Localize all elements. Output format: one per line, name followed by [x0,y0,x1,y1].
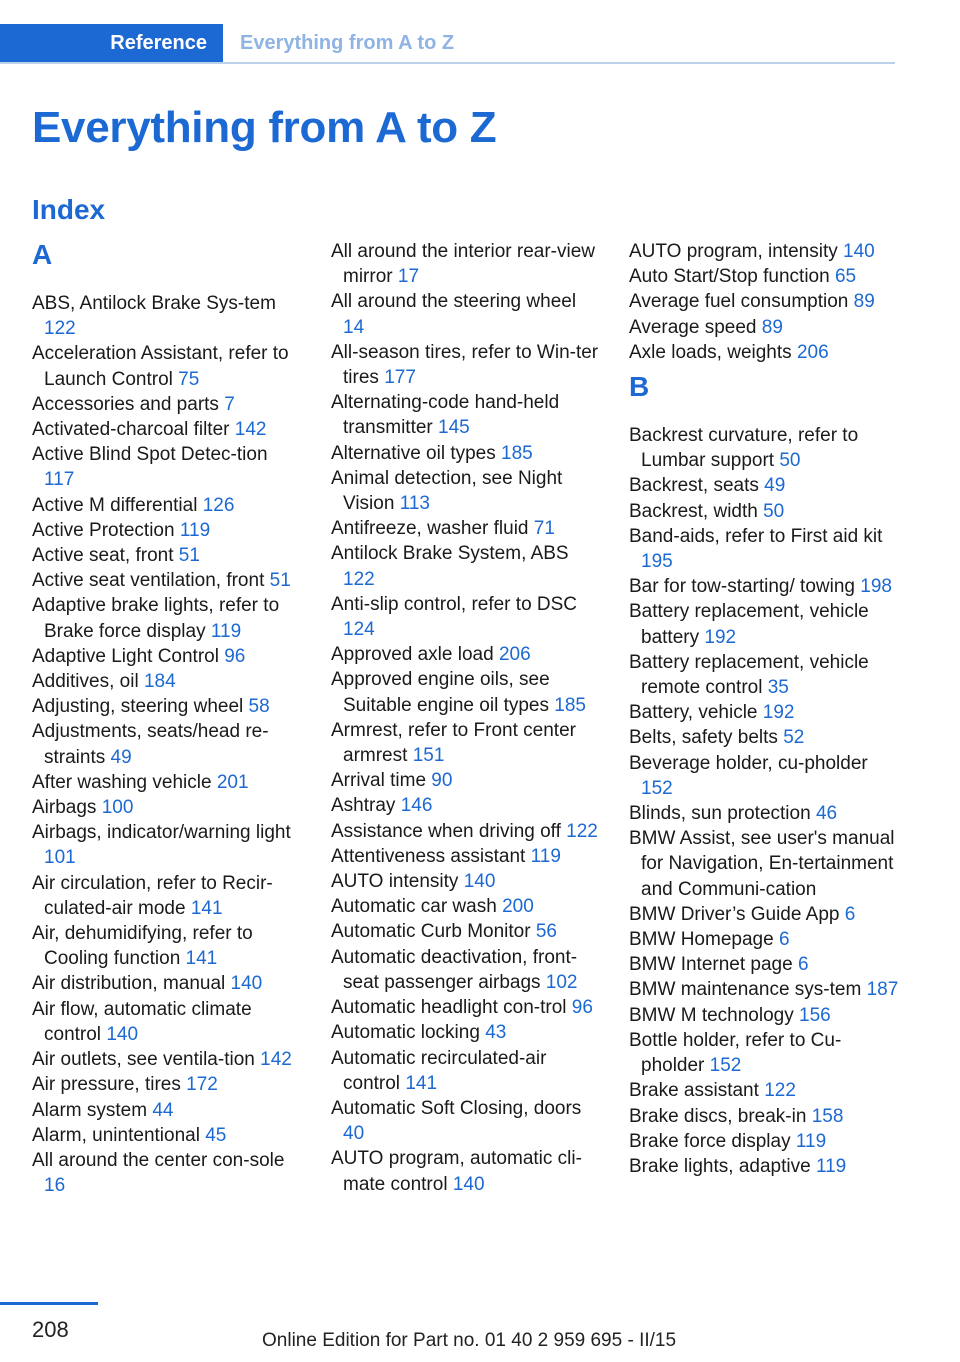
index-entry [331,642,601,667]
page-reference-link[interactable]: 44 [152,1099,174,1121]
index-entry [331,592,601,642]
index-entry-text: Brake assistant [629,1080,759,1102]
index-entry-text: Alternating-code hand-held transmitter [331,392,560,439]
index-entry-text: Automatic Soft Closing, doors [331,1097,582,1119]
index-entry-text: Brake lights, adaptive [629,1155,811,1177]
index-entry [331,995,601,1020]
section-tab-reference[interactable]: Reference [0,24,223,62]
index-entry [32,1047,302,1072]
index-entry-text: Attentiveness assistant [331,845,526,867]
page-reference-link[interactable]: 195 [641,551,673,573]
index-entry-text: Bar for tow-starting/ towing [629,576,855,598]
index-entry-text: All around the center con‐sole [32,1149,285,1171]
page-reference-link[interactable]: 113 [399,493,430,515]
index-entry [32,543,302,568]
page-reference-link[interactable]: 192 [704,626,737,648]
index-entry-text: BMW Driver’s Guide App [629,903,840,925]
index-column-3 [629,239,899,1179]
page-reference-link[interactable]: 122 [343,568,375,590]
index-entry-text: Alarm system [32,1099,148,1121]
index-entry-text: Automatic deactivation, front-seat passenger airbags [331,946,578,993]
page-reference-link[interactable]: 16 [44,1175,66,1197]
index-entry-text: Antilock Brake System, ABS [331,543,569,565]
index-entry [331,793,601,818]
page-reference-link[interactable]: 177 [384,367,416,389]
index-entry [32,795,302,820]
index-entry-text: Automatic Curb Monitor [331,921,531,943]
index-entry-text: Automatic headlight con‐trol [331,997,567,1019]
page-number: 208 [32,1317,69,1342]
page-reference-link[interactable]: 17 [397,266,420,288]
index-entry [331,844,601,869]
index-entry-text: Automatic recirculated-air control [331,1047,547,1094]
index-entry-text: Antifreeze, washer fluid [331,518,529,540]
page-reference-link[interactable]: 100 [101,797,134,819]
index-entry [331,239,601,289]
page-reference-link[interactable]: 126 [202,494,235,516]
page-reference-link[interactable]: 141 [190,897,223,919]
index-entry-text: Air flow, automatic climate control [32,998,252,1045]
index-entry-text: BMW Assist, see user's manual for Navigation, En‐tertainment and Communi‐cation [629,828,895,900]
index-entry [32,820,302,870]
page-reference-link[interactable]: 140 [843,241,875,262]
index-entry-text: Backrest curvature, refer to Lumbar support [629,425,859,472]
page-reference-link[interactable]: 101 [44,847,76,869]
index-entry-text: AUTO intensity [331,871,459,893]
index-entry [629,801,899,826]
index-entry [32,694,302,719]
index-entry [32,1072,302,1097]
page-reference-link[interactable]: 45 [205,1124,227,1146]
index-entry [629,264,899,289]
index-entry [331,819,601,844]
index-entry [32,392,302,417]
index-entry [629,524,899,574]
index-entry-text: Active seat, front [32,545,174,567]
index-entry-text: Alternative oil types [331,442,496,464]
page-reference-link[interactable]: 142 [260,1049,292,1071]
page-reference-link[interactable]: 172 [186,1074,218,1096]
index-entry-text: Additives, oil [32,671,139,693]
page-reference-link[interactable]: 35 [767,677,789,699]
page-reference-link[interactable]: 152 [641,777,673,799]
index-entry-text: AUTO program, automatic cli‐mate control [331,1148,582,1195]
index-heading: Index [32,194,106,225]
page-reference-link[interactable]: 200 [502,896,534,918]
page-reference-link[interactable]: 119 [795,1130,827,1152]
index-entry-text: Accessories and parts [32,393,219,415]
index-entry [331,919,601,944]
page-reference-link[interactable]: 56 [535,921,557,943]
index-entry [331,390,601,440]
index-entry-text: Battery replacement, vehicle battery [629,601,869,648]
page-reference-link[interactable]: 71 [533,518,555,540]
index-entry-text: Belts, safety belts [629,727,778,749]
index-entry [629,599,899,649]
page-reference-link[interactable]: 52 [783,727,805,749]
page-reference-link[interactable]: 140 [106,1023,139,1045]
index-column-2 [331,239,601,1197]
page-reference-link[interactable]: 119 [530,845,561,867]
index-entry-text: Air distribution, manual [32,973,226,995]
index-entry-text: All around the steering wheel [331,291,577,313]
page-reference-link[interactable]: 46 [815,803,838,825]
index-entry [32,871,302,921]
index-entry-text: Acceleration Assistant, refer to Launch Control [32,343,289,390]
page-reference-link[interactable]: 146 [400,795,433,817]
page-reference-link[interactable]: 50 [779,450,801,472]
index-entry-text: Automatic car wash [331,896,497,918]
page-reference-link[interactable]: 122 [44,318,76,340]
index-entry-text: Backrest, width [629,500,758,522]
index-entry [629,751,899,801]
index-entry-text: Approved axle load [331,644,494,666]
index-entry [331,869,601,894]
page-reference-link[interactable]: 206 [796,341,829,363]
index-entry [629,826,899,902]
index-entry [629,977,899,1002]
index-entry-text: Armrest, refer to Front center armrest [331,719,576,767]
index-entry [629,952,899,977]
index-entry-text: Average fuel consumption [629,291,849,313]
page-reference-link[interactable]: 51 [269,570,291,592]
index-entry [32,921,302,971]
index-entry-text: Alarm, unintentional [32,1124,200,1146]
index-entry-text: BMW Internet page [629,954,793,976]
index-entry-text: Air outlets, see ventila‐tion [32,1049,255,1071]
index-entry [32,997,302,1047]
index-entry [629,1129,899,1154]
page-reference-link[interactable]: 50 [763,500,785,522]
index-column-1 [32,239,302,1198]
index-entry [629,289,899,314]
index-entry-text: Axle loads, weights [629,341,792,363]
page-reference-link[interactable]: 6 [797,954,809,976]
page-reference-link[interactable]: 151 [412,745,445,767]
page-reference-link[interactable]: 49 [764,475,786,497]
index-entry [32,417,302,442]
index-entry-text: Active Protection [32,519,175,541]
index-entry-text: ABS, Antilock Brake Sys‐tem [32,293,276,314]
index-entry [331,541,601,591]
index-entry [331,1046,601,1096]
page-reference-link[interactable]: 187 [866,979,899,1001]
index-entry [331,1096,601,1146]
index-entry-text: Adjustments, seats/head re‐straints [32,721,269,768]
page-reference-link[interactable]: 75 [178,368,200,390]
index-entry-text: Battery replacement, vehicle remote control [629,651,869,699]
page-reference-link[interactable]: 198 [860,576,892,598]
page-reference-link[interactable]: 102 [545,971,578,993]
page-reference-link[interactable]: 89 [853,291,875,313]
page-reference-link[interactable]: 185 [501,442,533,464]
running-header [0,24,895,64]
index-entry-text: Air, dehumidifying, refer to Cooling function [32,923,253,970]
page-reference-link[interactable]: 185 [554,694,586,716]
index-entry-text: Adaptive Light Control [32,645,219,667]
index-entry [629,1028,899,1078]
index-entry [629,650,899,700]
index-entry-text: All around the interior rear‐view mirror [331,241,596,288]
page-reference-link[interactable]: 6 [778,929,790,951]
index-entry [331,1146,601,1196]
index-entry [629,725,899,750]
index-entry-text: Automatic locking [331,1022,480,1044]
page-reference-link[interactable]: 65 [834,266,857,288]
page-reference-link[interactable]: 140 [452,1173,485,1195]
page-reference-link[interactable]: 124 [343,619,375,641]
index-entry-text: Average speed [629,316,757,338]
index-entry [629,1154,899,1179]
index-entry [32,442,302,492]
page-reference-link[interactable]: 141 [185,948,218,970]
index-entry-text: BMW Homepage [629,929,774,951]
index-entry [331,340,601,390]
index-entry [331,466,601,516]
index-entry-text: Blinds, sun protection [629,803,811,825]
index-entry [629,927,899,952]
index-entry-text: AUTO program, intensity [629,241,838,262]
index-entry [629,239,899,264]
page-reference-link[interactable]: 145 [438,417,470,439]
page-reference-link[interactable]: 117 [44,469,75,491]
index-entry [32,719,302,769]
index-entry-text: Brake discs, break-in [629,1105,807,1127]
page-reference-link[interactable]: 7 [224,393,235,415]
page-reference-link[interactable]: 184 [143,671,176,693]
index-entry [32,341,302,391]
index-entry-text: Auto Start/Stop function [629,266,830,288]
page-reference-link[interactable]: 40 [343,1123,365,1145]
index-entry [331,945,601,995]
index-entry-text: Airbags, indicator/warning light [32,822,291,844]
page-reference-link[interactable]: 152 [709,1055,742,1077]
index-entry [331,289,601,339]
index-letter-heading: A [32,239,53,270]
index-entry-text: Beverage holder, cu‐pholder [629,752,868,774]
index-entry [629,473,899,498]
footer-accent-line [0,1302,98,1305]
page-reference-link[interactable]: 49 [110,746,132,768]
index-entry [629,1104,899,1129]
index-entry [32,669,302,694]
index-entry-text: Active seat ventilation, front [32,570,265,592]
page-reference-link[interactable]: 96 [224,645,246,667]
index-entry [331,516,601,541]
index-entry [629,1003,899,1028]
page-reference-link[interactable]: 58 [248,696,270,718]
index-entry [32,493,302,518]
index-entry-text: Air circulation, refer to Recir‐culated-air mode [32,872,273,919]
index-entry-text: Active Blind Spot Detec‐tion [32,444,268,466]
page-reference-link[interactable]: 140 [230,973,263,995]
index-entry [32,291,302,341]
page-reference-link[interactable]: 43 [485,1022,507,1044]
index-entry [32,1098,302,1123]
page-reference-link[interactable]: 122 [764,1080,796,1102]
index-entry-text: BMW maintenance sys‐tem [629,979,862,1001]
index-entry-text: Airbags [32,797,97,819]
index-entry-text: Animal detection, see Night Vision [331,467,563,515]
page-reference-link[interactable]: 89 [761,316,783,338]
index-entry [32,593,302,643]
index-entry [629,902,899,927]
index-entry-text: Assistance when driving off [331,820,561,842]
index-entry [32,644,302,669]
index-entry-text: BMW M technology [629,1004,794,1026]
edition-note: Online Edition for Part no. 01 40 2 959 695 - II/15 [262,1330,677,1351]
page-reference-link[interactable]: 140 [463,871,496,893]
index-entry-text: Active M differential [32,494,198,516]
page-title: Everything from A to Z [32,103,497,152]
page-reference-link[interactable]: 14 [343,316,365,338]
page-reference-link[interactable]: 201 [216,771,249,793]
page-reference-link[interactable]: 119 [179,519,211,541]
page-reference-link[interactable]: 158 [811,1105,844,1127]
index-entry-text: Arrival time [331,770,427,792]
index-entry-text: Band-aids, refer to First aid kit [629,525,883,547]
page-reference-link[interactable]: 192 [762,702,795,724]
page-reference-link[interactable]: 122 [566,820,598,842]
index-entry [331,894,601,919]
index-entry [629,423,899,473]
index-entry-text: Approved engine oils, see Suitable engine oil types [331,669,550,716]
index-entry [32,770,302,795]
page-reference-link[interactable]: 96 [571,997,593,1019]
page-reference-link[interactable]: 6 [844,903,856,925]
index-entry [331,718,601,768]
index-entry-text: Air pressure, tires [32,1074,181,1096]
index-entry-text: Anti-slip control, refer to DSC [331,593,578,615]
page-reference-link[interactable]: 206 [498,644,531,666]
index-entry [629,700,899,725]
index-entry-text: Adaptive brake lights, refer to Brake force display [32,595,280,642]
index-entry [629,315,899,340]
page-reference-link[interactable]: 141 [405,1072,438,1094]
index-entry [331,441,601,466]
index-entry [32,971,302,996]
index-entry-text: Ashtray [331,795,396,817]
index-entry [331,768,601,793]
index-entry [32,1123,302,1148]
page-reference-link[interactable]: 156 [799,1004,831,1026]
page-reference-link[interactable]: 119 [815,1155,847,1177]
index-entry-text: Battery, vehicle [629,702,758,724]
index-entry [32,568,302,593]
index-entry-text: All-season tires, refer to Win‐ter tires [331,341,599,389]
index-entry [629,340,899,365]
current-section-label: Everything from A to Z [240,31,455,54]
index-entry-text: After washing vehicle [32,771,212,793]
index-entry-text: Brake force display [629,1130,791,1152]
index-entry-text: Activated-charcoal filter [32,419,230,441]
index-entry [629,574,899,599]
index-entry [629,499,899,524]
index-entry [32,518,302,543]
page-reference-link[interactable]: 51 [178,545,200,567]
index-entry-text: Backrest, seats [629,475,759,497]
index-entry [629,1078,899,1103]
index-entry [331,667,601,717]
page-reference-link[interactable]: 119 [210,620,242,642]
index-entry-text: Bottle holder, refer to Cu‐pholder [629,1029,842,1077]
index-entry-text: Adjusting, steering wheel [32,696,244,718]
index-entry [331,1020,601,1045]
index-entry [32,1148,302,1198]
page-reference-link[interactable]: 90 [431,770,453,792]
page-reference-link[interactable]: 142 [234,419,267,441]
index-letter-heading: B [629,371,650,403]
